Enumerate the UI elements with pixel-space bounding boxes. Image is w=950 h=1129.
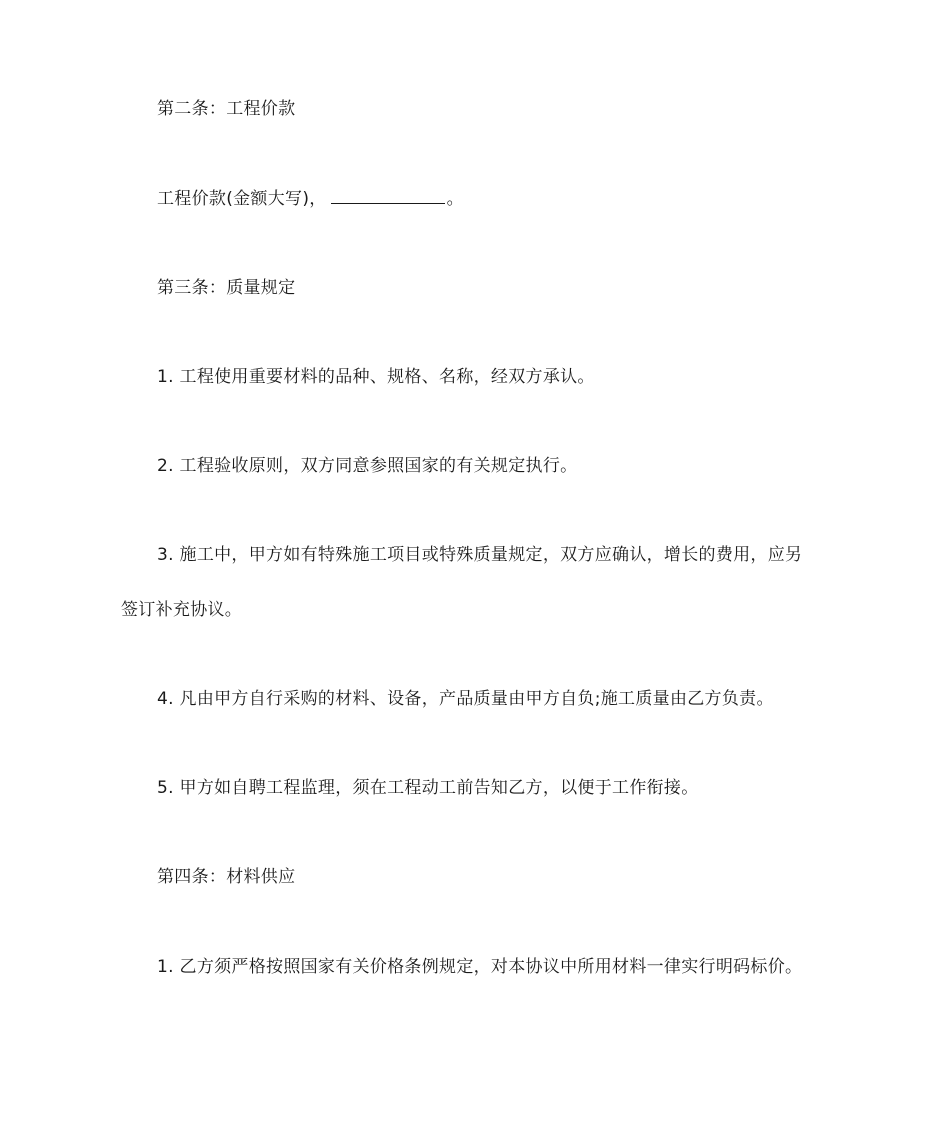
price-line [157,187,464,210]
article-3-item-5: 5. 甲方如自聘工程监理，须在工程动工前告知乙方，以便于工作衔接。 [157,778,699,798]
article-4-item-1: 1. 乙方须严格按照国家有关价格条例规定，对本协议中所用材料一律实行明码标价。 [157,957,803,977]
price-line-end: 。 [446,189,464,209]
article-3-heading: 第三条：质量规定 [157,278,296,298]
article-3-item-2: 2. 工程验收原则，双方同意参照国家的有关规定执行。 [157,456,578,476]
article-4-heading: 第四条：材料供应 [157,867,296,887]
article-3-item-4: 4. 凡由甲方自行采购的材料、设备，产品质量由甲方自负;施工质量由乙方负责。 [157,689,774,709]
article-2-heading: 第二条：工程价款 [157,99,296,119]
article-3-item-3: 3. 施工中，甲方如有特殊施工项目或特殊质量规定，双方应确认，增长的费用，应另 [157,545,803,565]
amount-blank [331,187,445,204]
price-line-label: 工程价款(金额大写)， [157,189,327,209]
article-3-item-1: 1. 工程使用重要材料的品种、规格、名称，经双方承认。 [157,367,595,387]
article-3-item-3-continued: 签订补充协议。 [121,600,243,620]
